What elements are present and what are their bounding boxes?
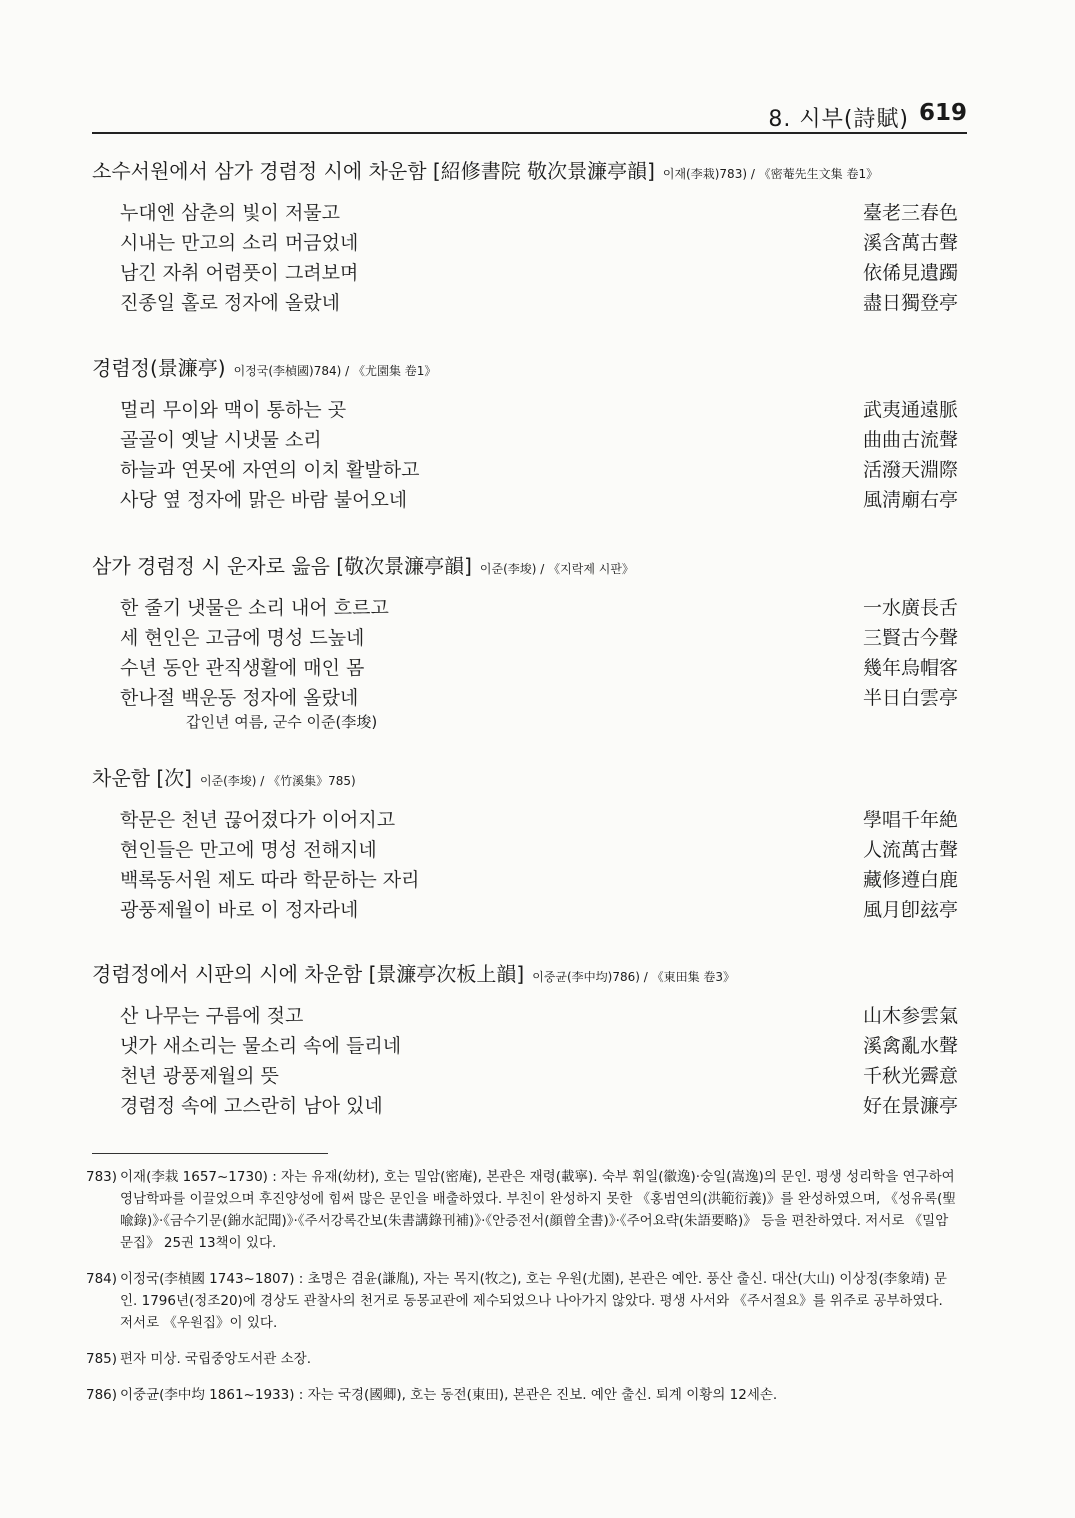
poem-block <box>92 958 958 1121</box>
page-header <box>92 100 967 134</box>
korean-line: 진종일 홀로 정자에 올랐네 <box>120 292 341 314</box>
poem-line <box>92 228 958 258</box>
poem-lines <box>92 593 958 713</box>
hanja-line: 好在景濂亭 <box>862 1095 958 1117</box>
poem-line <box>92 1001 958 1031</box>
hanja-line: 武夷通遠脈 <box>862 399 958 421</box>
poem-lines <box>92 1001 958 1121</box>
hanja-line: 溪禽亂水聲 <box>862 1035 958 1057</box>
footnote-number: 785) <box>86 1351 118 1367</box>
poem-line <box>92 1031 958 1061</box>
korean-line: 백록동서원 제도 따라 학문하는 자리 <box>120 869 420 891</box>
poem-lines <box>92 805 958 925</box>
poem-title <box>92 352 958 381</box>
footnote-number: 784) <box>86 1271 118 1287</box>
footnote-text: 이재(李栽 1657~1730) : 자는 유재(幼材), 호는 밀암(密庵), 본관은 재령(載寧). 숙부 휘일(徽逸)·숭일(嵩逸)의 문인. 평생 성리학을 연구하여 영남학파를 이끌었으며 후진양성에 힘써 많은 문인을 배출하였다. 부친이 완성하지 못한 《홍범연의(洪範衍義)》를 완성하였으며, 《성유록(聖喩錄)》·《금수기문(錦水記聞)》·《주서강록간보(朱書講錄刊補)》·《안증전서(顔曾全書)》·《주어요략(朱語要略)》 등을 편찬하였다. 저서로 《밀암문집》 25권 13책이 있다. <box>120 1169 956 1251</box>
poem-title <box>92 550 958 579</box>
footnote-number: 786) <box>86 1387 118 1403</box>
korean-line: 현인들은 만고에 명성 전해지네 <box>120 839 377 861</box>
korean-line: 광풍제월이 바로 이 정자라네 <box>120 899 359 921</box>
korean-line: 남긴 자취 어렴풋이 그려보며 <box>120 262 359 284</box>
poem-line <box>92 835 958 865</box>
hanja-line: 風淸廟右亭 <box>862 489 958 511</box>
poem-block <box>92 550 958 732</box>
hanja-line: 溪含萬古聲 <box>862 232 958 254</box>
korean-line: 냇가 새소리는 물소리 속에 들리네 <box>120 1035 402 1057</box>
page-number: 619 <box>918 100 967 126</box>
hanja-line: 半日白雲亭 <box>862 687 958 709</box>
poem-title <box>92 155 958 184</box>
hanja-line: 三賢古今聲 <box>862 627 958 649</box>
hanja-line: 千秋光霽意 <box>862 1065 958 1087</box>
poem-block <box>92 155 958 318</box>
korean-line: 사당 옆 정자에 맑은 바람 불어오네 <box>120 489 408 511</box>
poem-title-text: 소수서원에서 삼가 경렴정 시에 차운함 [紹修書院 敬次景濂亭韻] <box>92 159 655 183</box>
poem-line <box>92 653 958 683</box>
korean-line: 골골이 옛날 시냇물 소리 <box>120 429 322 451</box>
poem-line <box>92 485 958 515</box>
poem-line <box>92 425 958 455</box>
poem-line <box>92 1091 958 1121</box>
poem-title-text: 경렴정에서 시판의 시에 차운함 [景濂亭次板上韻] <box>92 962 525 986</box>
hanja-line: 幾年烏帽客 <box>862 657 958 679</box>
korean-line: 한나절 백운동 정자에 올랐네 <box>120 687 359 709</box>
poem-lines <box>92 198 958 318</box>
hanja-line: 山木参雲氣 <box>862 1005 958 1027</box>
hanja-line: 盡日獨登亭 <box>862 292 958 314</box>
footnote-text: 이정국(李楨國 1743~1807) : 초명은 겸윤(謙胤), 자는 목지(牧之), 호는 우원(尤園), 본관은 예안. 풍산 출신. 대산(大山) 이상정(李象靖) 문인. 1796년(정조20)에 경상도 관찰사의 천거로 동몽교관에 제수되었으나 나아가지 않았다. 평생 사서와 《주서절요》를 위주로 공부하였다. 저서로 《우원집》이 있다. <box>120 1271 947 1331</box>
poem-source: 이재(李栽)783) / 《密菴先生文集 卷1》 <box>662 167 879 181</box>
korean-line: 산 나무는 구름에 젖고 <box>120 1005 304 1027</box>
poem-source: 이준(李埈) / 《竹溪集》785) <box>199 774 356 788</box>
korean-line: 경렴정 속에 고스란히 남아 있네 <box>120 1095 383 1117</box>
poem-title <box>92 958 958 987</box>
poem-lines <box>92 395 958 515</box>
footnote-divider <box>92 1153 328 1154</box>
korean-line: 누대엔 삼춘의 빛이 저물고 <box>120 202 341 224</box>
poem-title-text: 삼가 경렴정 시 운자로 읊음 [敬次景濂亭韻] <box>92 554 472 578</box>
footnote <box>86 1348 958 1370</box>
footnotes <box>86 1166 958 1420</box>
footnote <box>86 1384 958 1406</box>
korean-line: 세 현인은 고금에 명성 드높네 <box>120 627 365 649</box>
poem-block <box>92 762 958 925</box>
poem-title-text: 경렴정(景濂亭) <box>92 356 226 380</box>
section-title: 8. 시부(詩賦) <box>768 107 909 132</box>
hanja-line: 曲曲古流聲 <box>862 429 958 451</box>
poem-line <box>92 258 958 288</box>
hanja-line: 人流萬古聲 <box>862 839 958 861</box>
footnote-number: 783) <box>86 1169 118 1185</box>
hanja-line: 臺老三春色 <box>862 202 958 224</box>
poem-line <box>92 288 958 318</box>
poem-line <box>92 683 958 713</box>
poem-line <box>92 805 958 835</box>
footnote-text: 이중균(李中均 1861~1933) : 자는 국경(國卿), 호는 동전(東田), 본관은 진보. 예안 출신. 퇴계 이황의 12세손. <box>120 1387 778 1403</box>
footnote-text: 편자 미상. 국립중앙도서관 소장. <box>120 1351 311 1367</box>
poem-source: 이준(李埈) / 《지락제 시판》 <box>479 562 634 576</box>
korean-line: 시내는 만고의 소리 머금었네 <box>120 232 359 254</box>
poem-title-text: 차운함 [次] <box>92 766 192 790</box>
footnote <box>86 1268 958 1334</box>
poem-line <box>92 623 958 653</box>
poem-line <box>92 865 958 895</box>
hanja-line: 風月卽玆亭 <box>862 899 958 921</box>
hanja-line: 一水廣長舌 <box>862 597 958 619</box>
poem-signature: 갑인년 여름, 군수 이준(李埈) <box>186 713 378 731</box>
poem-line <box>92 198 958 228</box>
hanja-line: 學唱千年絶 <box>862 809 958 831</box>
poem-block <box>92 352 958 515</box>
korean-line: 수년 동안 관직생활에 매인 몸 <box>120 657 365 679</box>
poem-line <box>92 593 958 623</box>
poem-line <box>92 895 958 925</box>
footnote <box>86 1166 958 1254</box>
poem-source: 이중균(李中均)786) / 《東田集 卷3》 <box>532 970 736 984</box>
hanja-line: 依俙見遺躅 <box>862 262 958 284</box>
hanja-line: 活潑天淵際 <box>862 459 958 481</box>
poem-title <box>92 762 958 791</box>
hanja-line: 藏修遵白鹿 <box>862 869 958 891</box>
korean-line: 천년 광풍제월의 뜻 <box>120 1065 279 1087</box>
poem-line <box>92 395 958 425</box>
poem-line <box>92 1061 958 1091</box>
korean-line: 학문은 천년 끊어졌다가 이어지고 <box>120 809 396 831</box>
korean-line: 멀리 무이와 맥이 통하는 곳 <box>120 399 347 421</box>
poem-line <box>92 455 958 485</box>
poem-source: 이정국(李楨國)784) / 《尤園集 卷1》 <box>233 364 437 378</box>
korean-line: 하늘과 연못에 자연의 이치 활발하고 <box>120 459 420 481</box>
korean-line: 한 줄기 냇물은 소리 내어 흐르고 <box>120 597 389 619</box>
